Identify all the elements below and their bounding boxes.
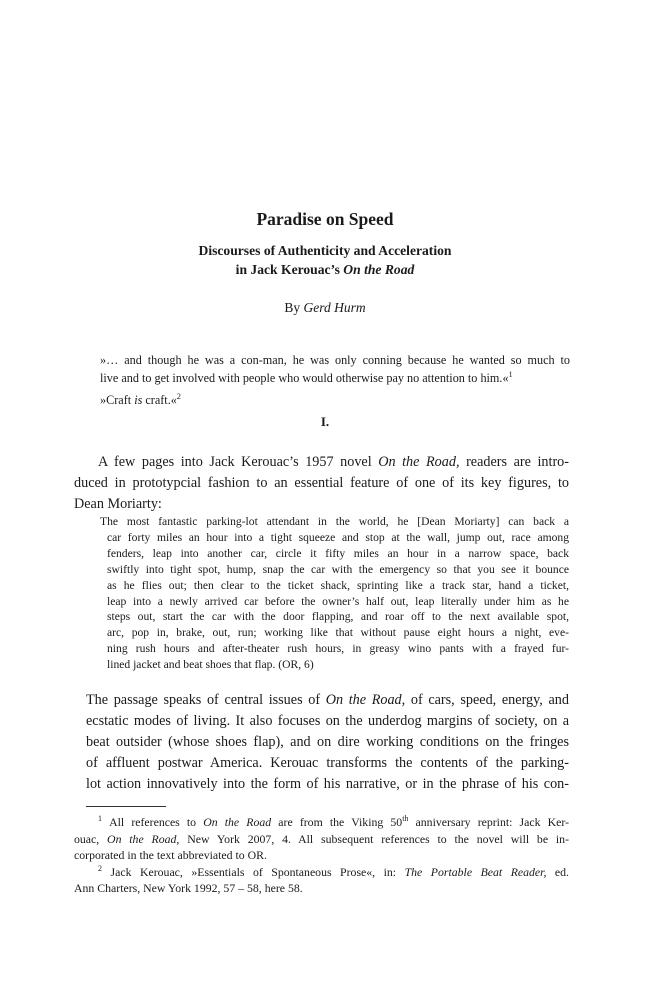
footnote-2-line-2: Ann Charters, New York 1992, 57 – 58, here 58. (74, 881, 303, 895)
p2-l1-b: of cars, speed, energy, and (405, 692, 569, 708)
epigraph-1-line-1: »… and though he was a con-man, he was only conning because he wanted so much to (100, 353, 570, 367)
fn1-l2-italic: On the Road, (107, 831, 180, 846)
fn1-italic: On the Road (203, 815, 272, 829)
fn1-sup: th (402, 814, 409, 824)
block-quote-line: fenders, leap into another car, circle it fifty miles an hour in a narrow space, back (107, 546, 569, 560)
p1-l1-italic: On the Road, (378, 454, 460, 470)
block-quote-line: leap into a newly arrived car before the owner’s half out, leap literally under him as he (107, 594, 569, 608)
section-number: I. (320, 414, 330, 429)
block-quote-line: car forty miles an hour into a tight squeeze and stop at the wall, jump out, race among (107, 530, 569, 544)
block-quote-line: ning rush hours and after-theater rush hours, in greasy wino pants with a frayed fur- (107, 642, 569, 656)
footnote-1 (74, 814, 569, 864)
fn1-b: are from the Viking 50 (271, 815, 403, 829)
article-title: Paradise on Speed (256, 209, 394, 229)
fn1-l2-b: New York 2007, 4. All subsequent references to the novel will be in- (179, 831, 569, 846)
paragraph-2 (86, 690, 569, 795)
paragraph-2-line-4: of affluent postwar America. Kerouac transforms the contents of the parking- (86, 755, 569, 771)
footnote-ref-1: 1 (508, 369, 513, 379)
fn1-a: All references to (109, 815, 204, 829)
footnote-divider (86, 806, 166, 807)
byline-author: Gerd Hurm (303, 300, 366, 315)
byline (0, 300, 650, 316)
epigraph-1-line-2-text: live and to get involved with people who would otherwise pay no attention to him.« (100, 371, 509, 385)
fn2-b: ed. (546, 864, 569, 879)
epigraph-2 (100, 391, 570, 409)
p2-l1-italic: On the Road, (325, 692, 406, 708)
epigraph-2-prefix: »Craft (100, 393, 135, 407)
epigraph-1-line-2 (100, 369, 570, 387)
byline-prefix: By (284, 300, 304, 315)
paragraph-1-line-3: Dean Moriarty: (74, 496, 162, 512)
paragraph-2-line-3: beat outsider (whose shoes flap), and on dire working conditions on the fringes (86, 734, 569, 750)
footnote-1-number: 1 (98, 814, 102, 824)
fn2-italic: The Portable Beat Reader, (404, 864, 547, 879)
subtitle-line-2-prefix: in Jack Kerouac’s (235, 262, 344, 277)
paragraph-1-line-2: duced in prototypcial fashion to an essential feature of one of its key figures, to (74, 475, 569, 491)
subtitle-line-2 (0, 260, 650, 279)
p2-l1-a: The passage speaks of central issues of (86, 692, 326, 708)
epigraph-2-italic: is (134, 393, 143, 407)
subtitle-novel-title: On the Road (343, 262, 415, 277)
block-quote-line: The most fantastic parking-lot attendant in the world, he [Dean Moriarty] can back a (100, 515, 569, 528)
footnote-1-line-2 (74, 831, 569, 848)
paragraph-1-line-1 (86, 452, 569, 473)
footnotes (74, 814, 569, 897)
paragraph-2-line-2: ecstatic modes of living. It also focuses on the underdog margins of society, on a (86, 713, 569, 729)
block-quote (100, 514, 569, 673)
epigraph-2-suffix: craft.« (142, 393, 177, 407)
paragraph-2-line-1 (86, 690, 569, 711)
footnote-2-line-1 (86, 864, 569, 881)
block-quote-line: steps out, start the car with the door flapping, and roar off to the next available spot, (107, 610, 569, 624)
paragraph-1 (74, 452, 569, 515)
epigraph-1 (100, 351, 570, 387)
paragraph-2-line-5: lot action innovatively into the form of his narrative, or in the phrase of his con- (86, 776, 569, 792)
p1-l1-a: A few pages into Jack Kerouac’s 1957 novel (98, 454, 379, 470)
footnote-2-number: 2 (98, 863, 102, 873)
epigraphs (100, 351, 570, 409)
block-quote-line: lined jacket and beat shoes that flap. (OR, 6) (107, 658, 314, 672)
fn1-l2-a: ouac, (74, 831, 108, 846)
block-quote-line: swiftly into tight spot, hump, snap the car with the emergency so that you see it bounce (107, 562, 569, 576)
footnote-1-line-1 (86, 814, 569, 831)
fn2-a: Jack Kerouac, »Essentials of Spontaneous Prose«, in: (110, 864, 405, 879)
fn1-c: anniversary reprint: Jack Ker- (408, 815, 569, 829)
footnote-1-line-3: corporated in the text abbreviated to OR. (74, 848, 267, 862)
subtitle-line-1: Discourses of Authenticity and Acceleration (198, 243, 452, 258)
footnote-2 (74, 863, 569, 897)
block-quote-line: as he flies out; then clear to the ticket shack, sprinting like a track star, hand a ticket, (107, 578, 569, 592)
p1-l1-b: readers are intro- (459, 454, 569, 470)
footnote-ref-2: 2 (176, 391, 181, 401)
block-quote-line: arc, pop in, brake, out, run; working like that without pause eight hours a night, eve- (107, 626, 569, 640)
article-subtitle (0, 241, 650, 279)
